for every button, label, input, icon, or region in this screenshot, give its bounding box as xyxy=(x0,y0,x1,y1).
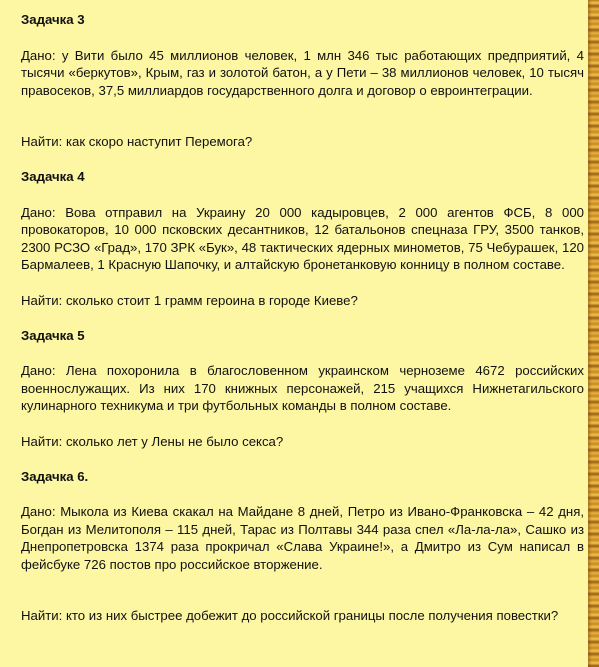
problem-6-find: Найти: кто из них быстрее добежит до российской границы после получения повестки? xyxy=(21,608,559,624)
problem-3-heading: Задачка 3 xyxy=(21,12,85,27)
problem-5-find: Найти: сколько лет у Лены не было секса? xyxy=(21,433,284,449)
problem-5-heading: Задачка 5 xyxy=(21,327,85,343)
problem-6-heading: Задачка 6. xyxy=(21,468,89,484)
problem-4-given: Дано: Вова отправил на Украину 20 000 кадыровцев, 2 000 агентов ФСБ, 8 000 провокаторов, 10 000 псковских десантников, 12 батальонов спецназа ГРУ, 3500 танков, 2300 РСЗО «Град», 170 ЗРК «Бук», 48 тактических ядерных минометов, 75 Чебурашек, 120 Бармалеев, 1 Красную Шапочку, и алтайскую бронетанковую конницу в полном составе. xyxy=(21,204,584,273)
problem-6-given: Дано: Мыкола из Киева скакал на Майдане 8 дней, Петро из Ивано-Франковска – 42 дня, Богдан из Мелитополя – 115 дней, Тарас из Полтавы 344 раза спел «Ла-ла-ла», Сашко из Днепропетровска 1374 раза прокричал «Слава Украине!», а Дмитро из Сум написал в фейсбуке 726 постов про российское вторжение. xyxy=(21,504,584,572)
problem-4-heading: Задачка 4 xyxy=(21,168,85,184)
decorative-border xyxy=(588,0,599,667)
problem-3-given: Дано: у Вити было 45 миллионов человек, 1 млн 346 тыс работающих предприятий, 4 тысячи «беркутов», Крым, газ и золотой батон, а у Пети – 38 миллионов человек, 10 тысяч правосеков, 37,5 миллиардов государственного долга и договор о евроинтеграции. xyxy=(21,47,584,98)
document-content xyxy=(21,11,584,625)
problem-5-given: Дано: Лена похоронила в благословенном украинском черноземе 4672 российских военнослужащих. Из них 170 книжных персонажей, 215 учащихся Нижнетагильского кулинарного техникума и три футбольных команды в полном составе. xyxy=(21,363,584,414)
problem-3-find: Найти: как скоро наступит Перемога? xyxy=(21,134,253,150)
problem-4-find: Найти: сколько стоит 1 грамм героина в городе Киеве? xyxy=(21,292,358,308)
